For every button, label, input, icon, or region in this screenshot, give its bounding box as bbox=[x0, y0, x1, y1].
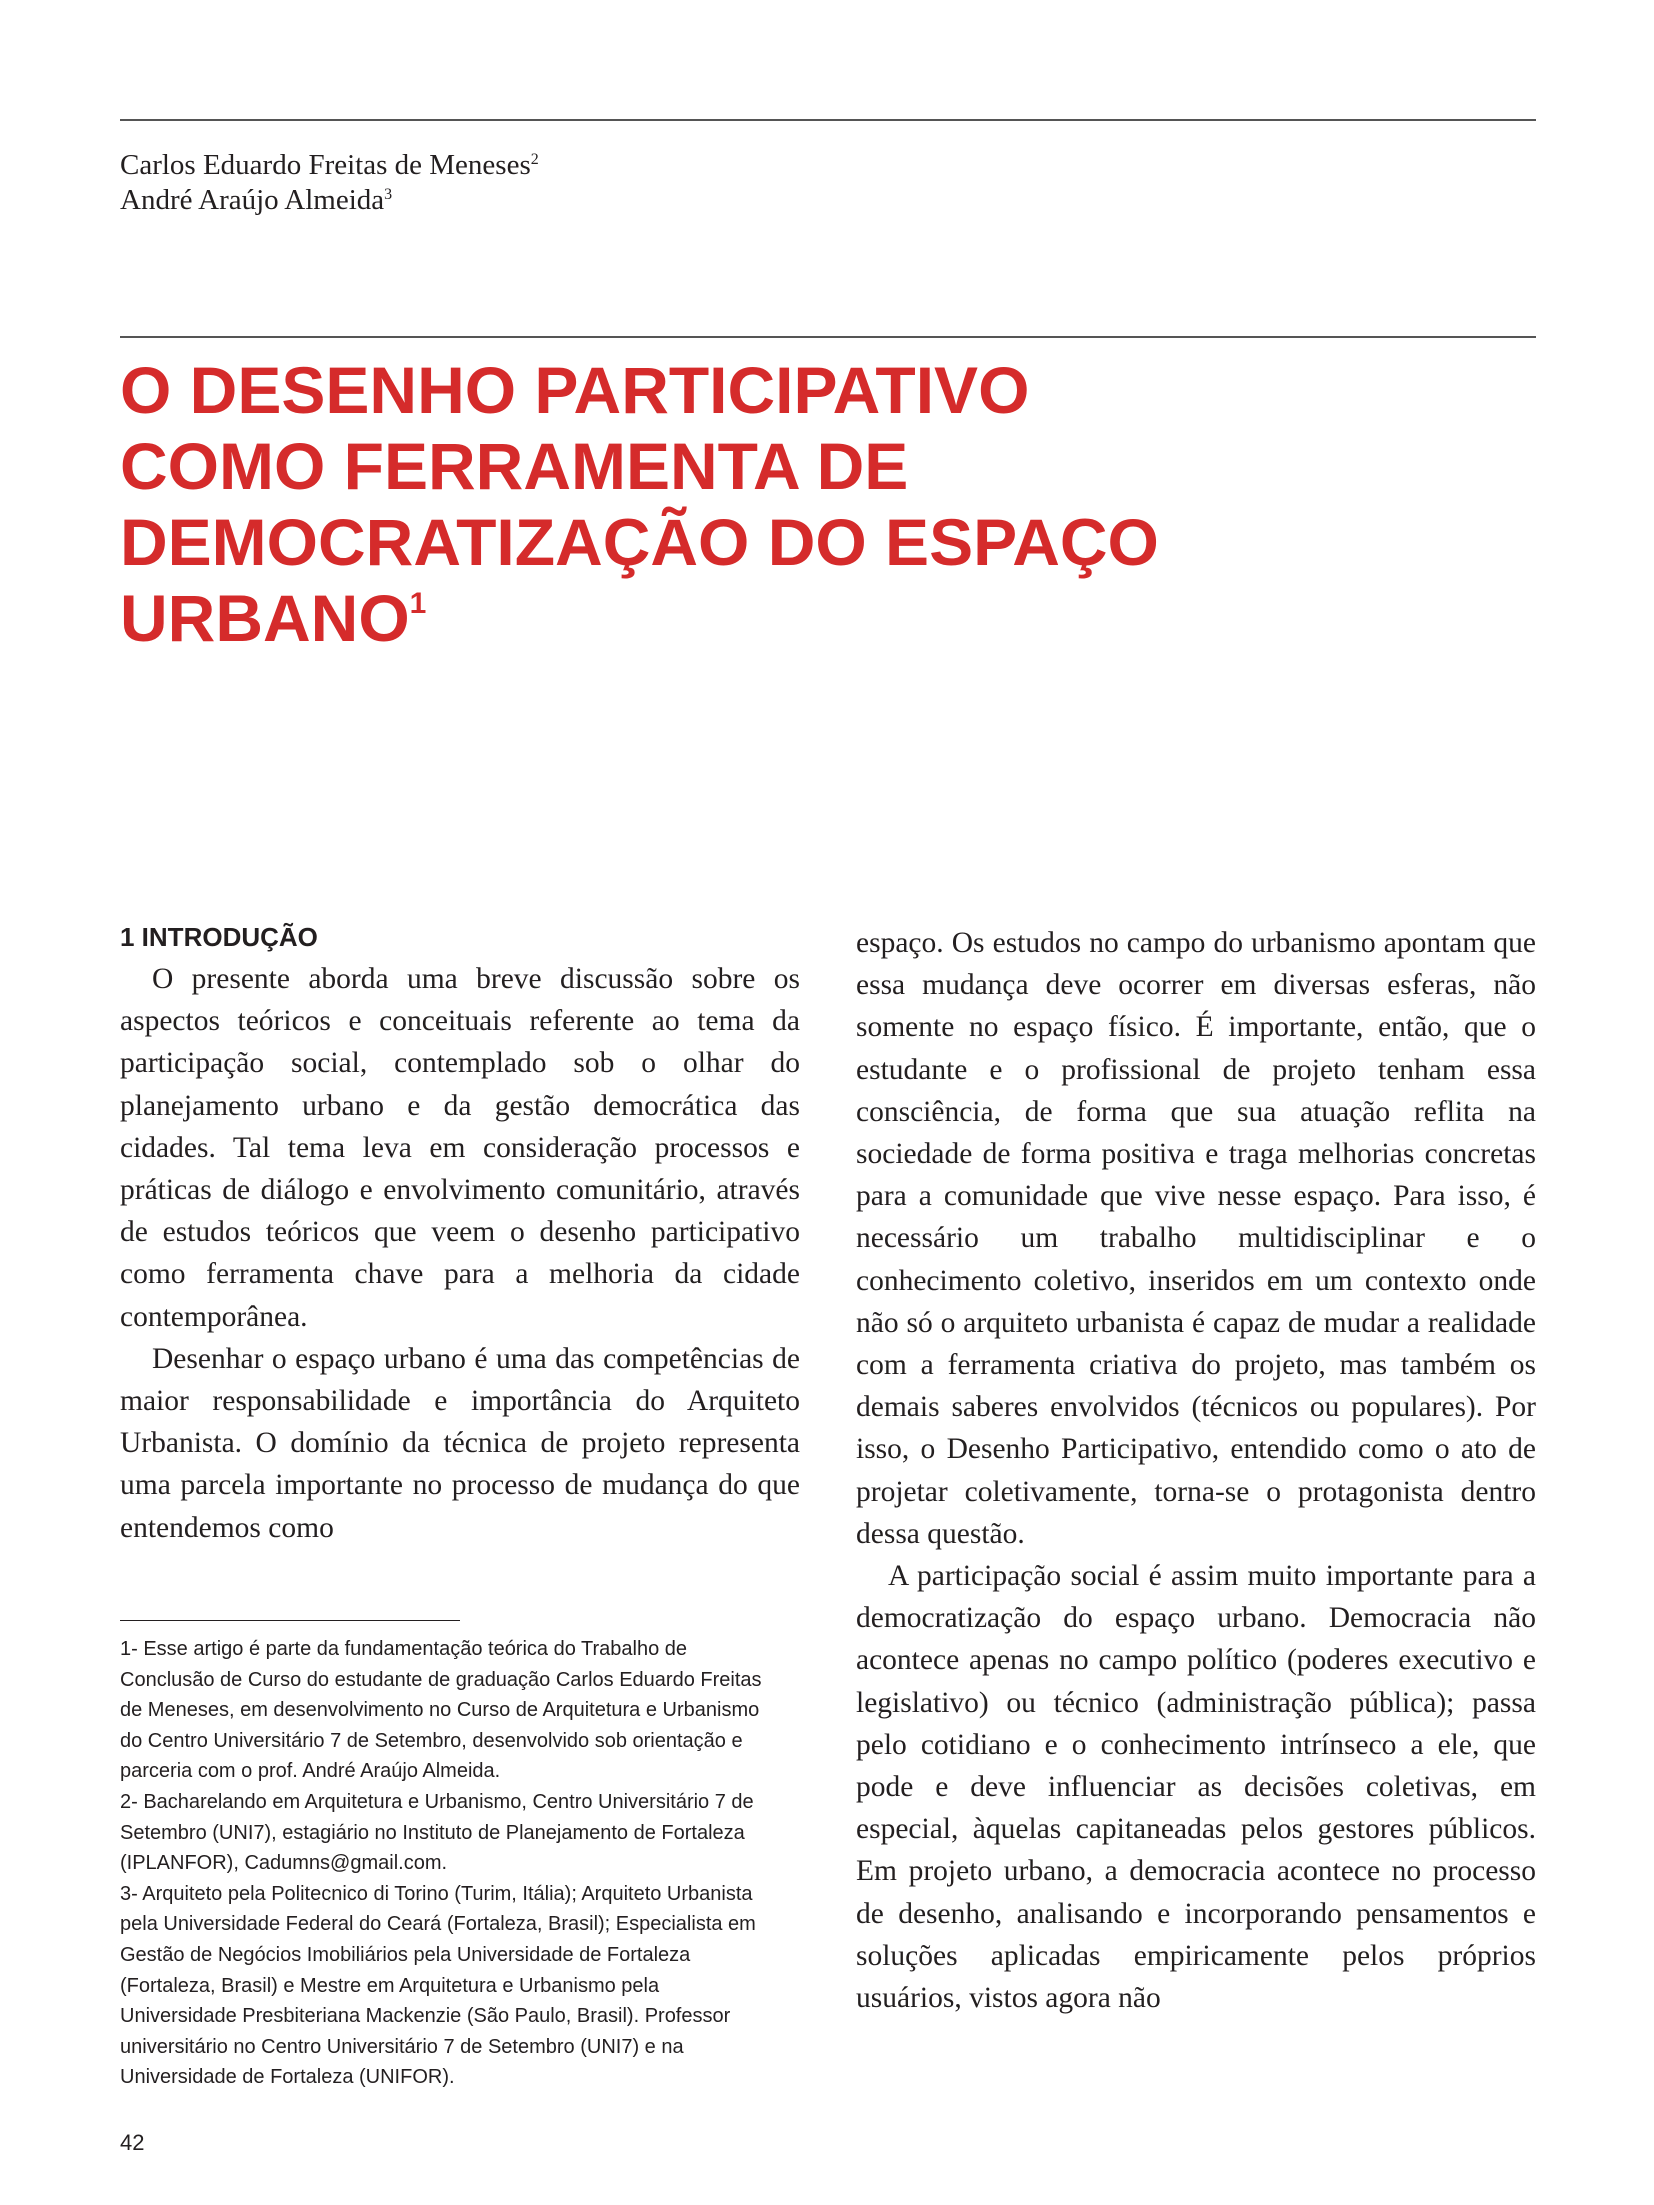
author-name: André Araújo Almeida bbox=[120, 184, 385, 216]
footnotes bbox=[120, 1634, 776, 2093]
title-line: O DESENHO PARTICIPATIVO bbox=[120, 353, 1030, 427]
body-paragraph: A participação social é assim muito importante para a democratização do espaço urbano. Democracia não acontece apenas no campo político (poderes executivo e legislativo) ou técnico (administração pública); passa pelo cotidiano e o conhecimento intrínseco a ele, que pode e deve influenciar as decisões coletivas, em especial, àquelas capitaneadas pelos gestores públicos. Em projeto urbano, a democracia acontece no processo de desenho, analisando e incorporando pensamentos e soluções aplicadas empiricamente pelos próprios usuários, vistos agora não bbox=[856, 1560, 1536, 2015]
body-paragraph: espaço. Os estudos no campo do urbanismo apontam que essa mudança deve ocorrer em diversas esferas, não somente no espaço físico. É importante, então, que o estudante e o profissional de projeto tenham essa consciência, de forma que sua atuação reflita na sociedade de forma positiva e traga melhorias concretas para a comunidade que vive nesse espaço. Para isso, é necessário um trabalho multidisciplinar e o conhecimento coletivo, inseridos em um contexto onde não só o arquiteto urbanista é capaz de mudar a realidade com a ferramenta criativa do projeto, mas também os demais saberes envolvidos (técnicos ou populares). Por isso, o Desenho Participativo, entendido como o ato de projetar coletivamente, torna-se o protagonista dentro dessa questão. bbox=[856, 927, 1536, 1550]
title-line: URBANO bbox=[120, 581, 410, 655]
author-note-ref: 3 bbox=[384, 186, 393, 203]
top-rule bbox=[120, 119, 1536, 121]
footnote: 2- Bacharelando em Arquitetura e Urbanismo, Centro Universitário 7 de Setembro (UNI7), estagiário no Instituto de Planejamento de Fortaleza (IPLANFOR), Cadumns@gmail.com. bbox=[120, 1790, 754, 1875]
page-number: 42 bbox=[120, 2130, 145, 2155]
author-1 bbox=[120, 148, 539, 183]
title-line: COMO FERRAMENTA DE bbox=[120, 429, 909, 503]
footnote: 3- Arquiteto pela Politecnico di Torino (Turim, Itália); Arquiteto Urbanista pela Universidade Federal do Ceará (Fortaleza, Brasil); Especialista em Gestão de Negócios Imobiliários pela Universidade de Fortaleza (Fortaleza, Brasil) e Mestre em Arquitetura e Urbanismo pela Universidade Presbiteriana Mackenzie (São Paulo, Brasil). Professor universitário no Centro Universitário 7 de Setembro (UNI7) e na Universidade de Fortaleza (UNIFOR). bbox=[120, 1882, 756, 2089]
body-paragraph: Desenhar o espaço urbano é uma das competências de maior responsabilidade e importância do Arquiteto Urbanista. O domínio da técnica de projeto representa uma parcela importante no processo de mudança do que entendemos como bbox=[120, 1342, 800, 1544]
body-paragraph: O presente aborda uma breve discussão sobre os aspectos teóricos e conceituais referente ao tema da participação social, contemplado sob o olhar do planejamento urbano e da gestão democrática das cidades. Tal tema leva em consideração processos e práticas de diálogo e envolvimento comunitário, através de estudos teóricos que veem o desenho participativo como ferramenta chave para a melhoria da cidade contemporânea. bbox=[120, 963, 800, 1333]
title-rule bbox=[120, 336, 1536, 338]
section-heading: 1 INTRODUÇÃO bbox=[120, 922, 318, 952]
title-note-ref: 1 bbox=[409, 587, 427, 620]
footnote: 1- Esse artigo é parte da fundamentação teórica do Trabalho de Conclusão de Curso do estudante de graduação Carlos Eduardo Freitas de Meneses, em desenvolvimento no Curso de Arquitetura e Urbanismo do Centro Universitário 7 de Setembro, desenvolvido sob orientação e parceria com o prof. André Araújo Almeida. bbox=[120, 1638, 762, 1783]
author-name: Carlos Eduardo Freitas de Meneses bbox=[120, 149, 531, 181]
footnote-separator bbox=[120, 1620, 460, 1621]
author-note-ref: 2 bbox=[530, 151, 539, 168]
title-line: DEMOCRATIZAÇÃO DO ESPAÇO bbox=[120, 505, 1159, 579]
right-column bbox=[856, 922, 1536, 2019]
author-list bbox=[120, 148, 539, 218]
author-2 bbox=[120, 183, 539, 218]
article-title bbox=[120, 352, 1320, 656]
left-column bbox=[120, 920, 800, 1549]
